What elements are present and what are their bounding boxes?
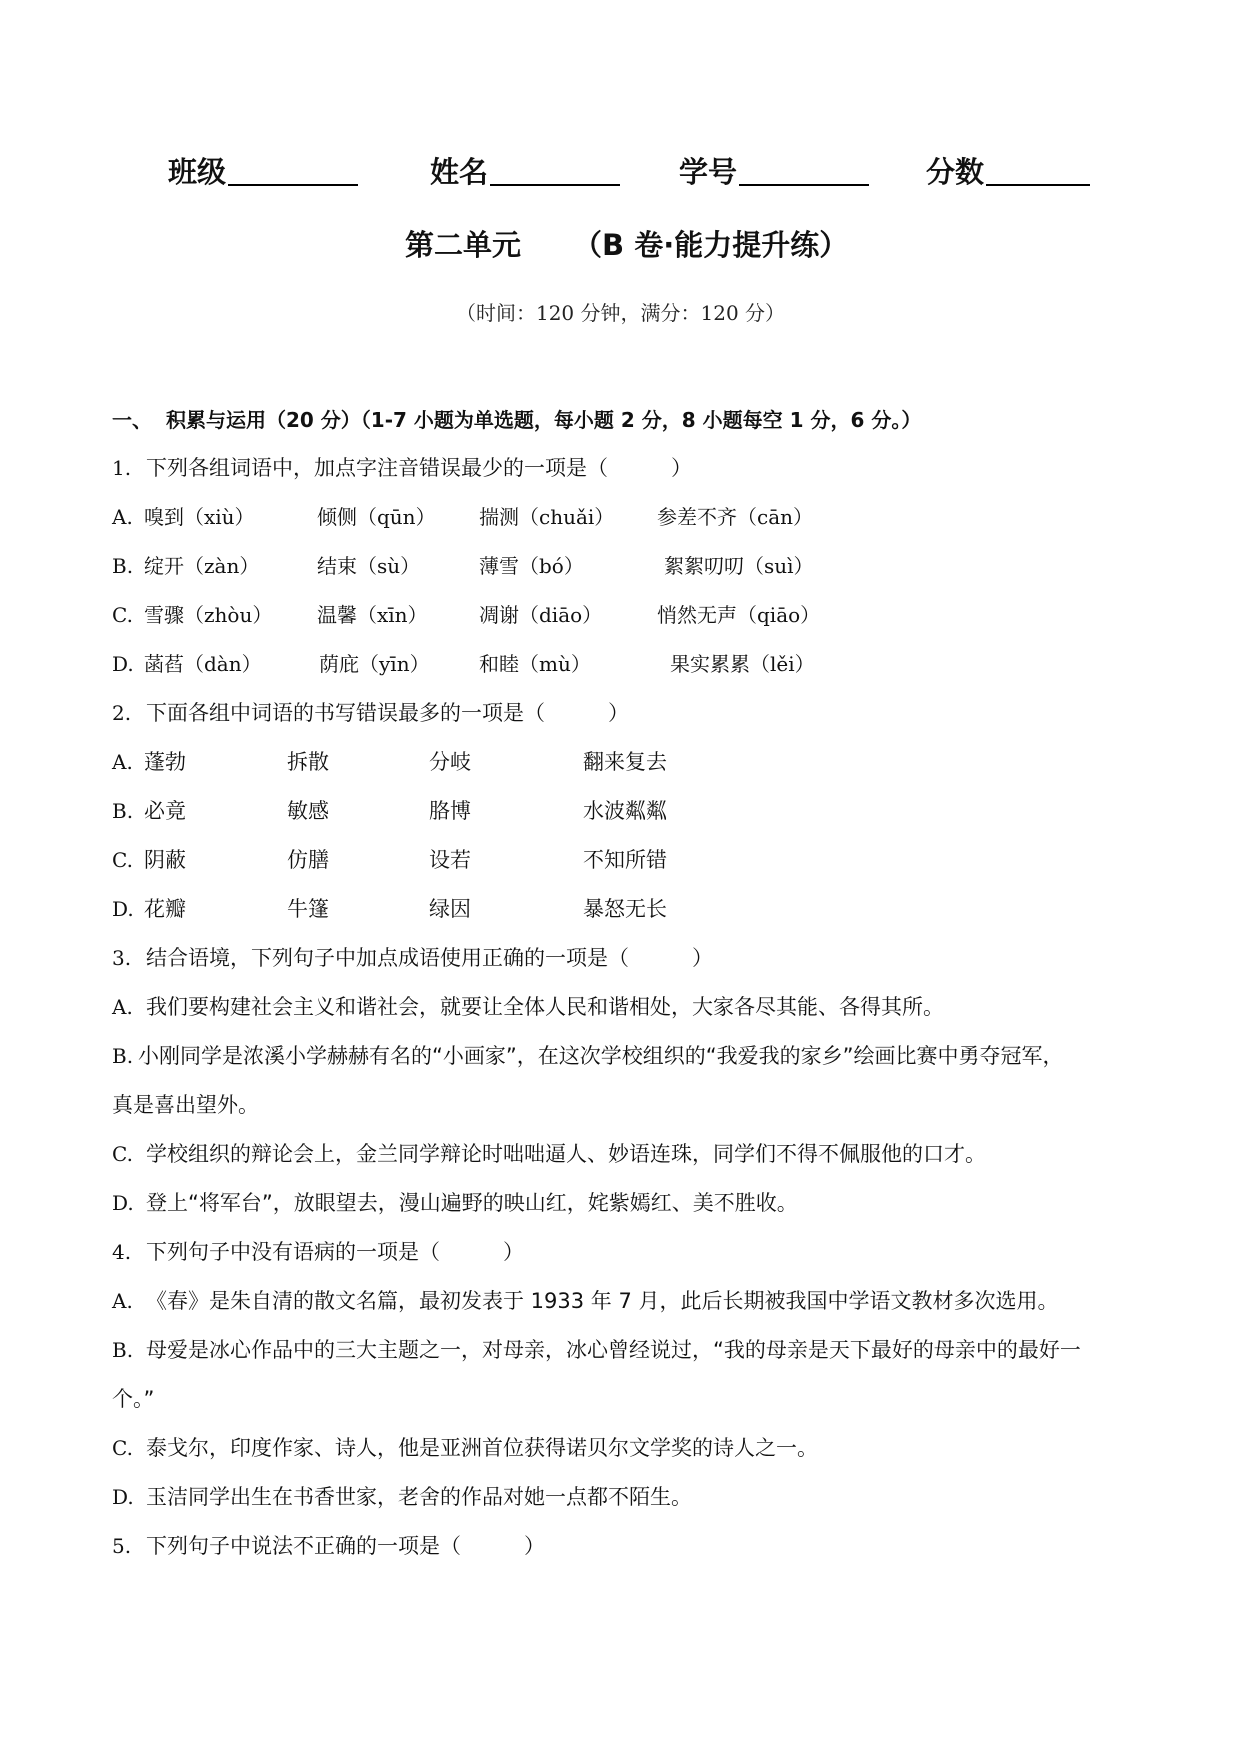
question-text: 下列句子中没有语病的一项是（ ） — [146, 1240, 524, 1264]
option-letter: B. — [112, 1338, 134, 1362]
option-text: 泰戈尔，印度作家、诗人，他是亚洲首位获得诺贝尔文学奖的诗人之一。 — [146, 1436, 818, 1460]
option-item: 薄雪（bó） — [479, 554, 584, 578]
option-item: 凋谢（diāo） — [479, 603, 603, 627]
student-id-field — [679, 152, 869, 192]
q3-option-b-continuation: 真是喜出望外。 — [112, 1093, 259, 1117]
class-label: 班级 — [168, 155, 227, 189]
class-blank[interactable] — [228, 154, 358, 186]
question-3-stem — [112, 940, 713, 976]
option-text: 玉洁同学出生在书香世家，老舍的作品对她一点都不陌生。 — [146, 1485, 692, 1509]
option-letter: A. — [112, 505, 133, 529]
question-text: 下列句子中说法不正确的一项是（ ） — [146, 1534, 545, 1558]
score-blank[interactable] — [986, 154, 1090, 186]
score-label: 分数 — [926, 155, 985, 189]
name-label: 姓名 — [430, 155, 489, 189]
section-number: 一、 — [112, 408, 152, 432]
option-letter: B. — [112, 1044, 134, 1068]
question-number: 3. — [112, 946, 132, 970]
option-item: 和睦（mù） — [479, 652, 591, 676]
class-field — [168, 152, 358, 192]
time-score-note: （时间：120 分钟，满分：120 分） — [455, 301, 786, 325]
option-item: 翻来复去 — [583, 750, 667, 774]
question-number: 4. — [112, 1240, 132, 1264]
option-item: 嗅到（xiù） — [144, 505, 255, 529]
student-id-label: 学号 — [679, 155, 738, 189]
option-item: 暴怒无长 — [583, 897, 667, 921]
option-item: 蓬勃 — [144, 750, 186, 774]
option-item: 必竟 — [144, 799, 186, 823]
section-title: 积累与运用（20 分）（1-7 小题为单选题，每小题 2 分，8 小题每空 1 分，6 分。） — [166, 408, 922, 432]
question-text: 下面各组中词语的书写错误最多的一项是（ ） — [146, 701, 629, 725]
option-item: 菡萏（dàn） — [144, 652, 262, 676]
paper-type: （B 卷·能力提升练） — [573, 228, 849, 262]
option-item: 拆散 — [287, 750, 329, 774]
option-text: 我们要构建社会主义和谐社会，就要让全体人民和谐相处，大家各尽其能、各得其所。 — [146, 995, 944, 1019]
question-text: 结合语境，下列句子中加点成语使用正确的一项是（ ） — [146, 946, 713, 970]
option-letter: D. — [112, 897, 134, 921]
option-letter: B. — [112, 554, 134, 578]
option-item: 设若 — [429, 848, 471, 872]
option-item: 牛篷 — [287, 897, 329, 921]
question-2-stem — [112, 695, 629, 731]
option-letter: C. — [112, 848, 133, 872]
option-letter: D. — [112, 1485, 134, 1509]
q4-option-b[interactable] — [112, 1332, 1081, 1368]
option-item: 仿膳 — [287, 848, 329, 872]
name-blank[interactable] — [490, 154, 620, 186]
q3-option-c[interactable] — [112, 1136, 986, 1172]
question-number: 5. — [112, 1534, 132, 1558]
option-text: 《春》是朱自清的散文名篇，最初发表于 1933 年 7 月，此后长期被我国中学语文教材多次选用。 — [146, 1289, 1059, 1313]
option-letter: C. — [112, 603, 133, 627]
option-item: 结束（sù） — [317, 554, 421, 578]
section-heading — [112, 402, 921, 438]
option-item: 雪骤（zhòu） — [144, 603, 273, 627]
option-letter: A. — [112, 750, 133, 774]
question-5-stem — [112, 1528, 545, 1564]
option-letter: B. — [112, 799, 134, 823]
option-item: 倾侧（qūn） — [317, 505, 436, 529]
option-item: 絮絮叨叨（suì） — [664, 554, 814, 578]
q3-option-a[interactable] — [112, 989, 944, 1025]
q4-option-d[interactable] — [112, 1479, 692, 1515]
option-text: 小刚同学是浓溪小学赫赫有名的“小画家”，在这次学校组织的“我爱我的家乡”绘画比赛中勇夺冠军， — [138, 1044, 1064, 1068]
q4-option-c[interactable] — [112, 1430, 818, 1466]
option-item: 揣测（chuǎi） — [479, 505, 615, 529]
q4-option-a[interactable] — [112, 1283, 1059, 1319]
option-item: 温馨（xīn） — [317, 603, 428, 627]
option-text: 登上“将军台”，放眼望去，漫山遍野的映山红，姹紫嫣红、美不胜收。 — [146, 1191, 798, 1215]
option-item: 果实累累（lěi） — [670, 652, 815, 676]
option-item: 胳博 — [429, 799, 471, 823]
option-letter: D. — [112, 1191, 134, 1215]
option-letter: A. — [112, 1289, 133, 1313]
option-letter: C. — [112, 1436, 133, 1460]
question-text: 下列各组词语中，加点字注音错误最少的一项是（ ） — [146, 456, 692, 480]
q4-option-b-continuation: 个。” — [112, 1387, 155, 1411]
student-info-line — [0, 152, 1241, 192]
question-4-stem — [112, 1234, 524, 1270]
option-item: 绽开（zàn） — [144, 554, 260, 578]
option-item: 不知所错 — [583, 848, 667, 872]
option-letter: D. — [112, 652, 134, 676]
question-number: 2. — [112, 701, 132, 725]
q3-option-d[interactable] — [112, 1185, 798, 1221]
option-item: 敏感 — [287, 799, 329, 823]
student-id-blank[interactable] — [739, 154, 869, 186]
page-title — [0, 222, 1241, 268]
option-item: 分岐 — [429, 750, 471, 774]
unit-title: 第二单元 — [405, 228, 522, 262]
option-item: 荫庇（yīn） — [319, 652, 430, 676]
option-item: 绿因 — [429, 897, 471, 921]
option-text: 母爱是冰心作品中的三大主题之一，对母亲，冰心曾经说过，“我的母亲是天下最好的母亲中的最好一 — [146, 1338, 1081, 1362]
option-item: 花瓣 — [144, 897, 186, 921]
question-number: 1. — [112, 456, 132, 480]
q3-option-b[interactable] — [112, 1038, 1064, 1074]
option-item: 悄然无声（qiāo） — [657, 603, 821, 627]
option-item: 参差不齐（cān） — [657, 505, 814, 529]
score-field — [926, 152, 1090, 192]
option-item: 水波粼粼 — [583, 799, 667, 823]
option-letter: A. — [112, 995, 133, 1019]
option-text: 学校组织的辩论会上，金兰同学辩论时咄咄逼人、妙语连珠，同学们不得不佩服他的口才。 — [146, 1142, 986, 1166]
option-item: 阴蔽 — [144, 848, 186, 872]
question-1-stem — [112, 450, 692, 486]
option-letter: C. — [112, 1142, 133, 1166]
name-field — [430, 152, 620, 192]
